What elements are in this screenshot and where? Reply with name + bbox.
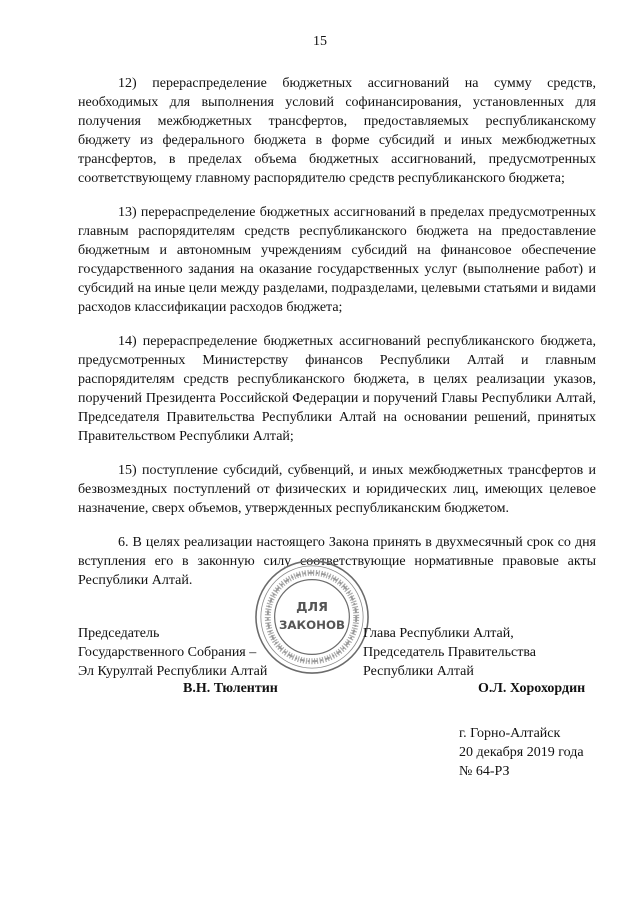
paragraph-item-14: 14) перераспределение бюджетных ассигнований республиканского бюджета, предусмотренных Министерству финансов Республики Алтай и главным распорядителям средств республиканского бюджета, в целях реализации указов, поручений Президента Российской Федерации и поручений Главы Республики Алтай, Председателя Правительства Республики Алтай на основании решений, принятых Правительством Республики Алтай; (78, 334, 596, 444)
paragraph-item-13: 13) перераспределение бюджетных ассигнований в пределах предусмотренных главным распорядителям средств республиканского бюджета на предоставление бюджетным и автономным учреждениям субсидий на финансовое обеспечение государственного задания на оказание государственных услуг (выполнение работ) и субсидий на иные цели между разделами, подразделами, целевыми статьями и видами расходов классификации расходов бюджета; (78, 205, 596, 315)
paragraph-article-6: 6. В целях реализации настоящего Закона принять в двухмесячный срок со дня вступления его в законную силу соответствующие нормативные правовые акты Республики Алтай. (78, 535, 596, 588)
paragraph-item-15: 15) поступление субсидий, субвенций, и иных межбюджетных трансфертов и безвозмездных поступлений от физических и юридических лиц, имеющих целевое назначение, сверх объемов, утвержденных республиканским бюджетом. (78, 463, 596, 516)
law-body-text (78, 74, 596, 605)
paragraph-item-12: 12) перераспределение бюджетных ассигнований на сумму средств, необходимых для выполнения условий софинансирования, установленных для получения межбюджетных трансфертов, предоставляемых республиканскому бюджету из федерального бюджета в форме субсидий и иных межбюджетных трансфертов, в пределах объема бюджетных ассигнований, предусмотренных соответствующему главному распорядителю средств республиканского бюджета; (78, 76, 596, 186)
place-city: г. Горно-Алтайск (459, 726, 561, 741)
left-signatory-title-line: Эл Курултай Республики Алтай (78, 664, 268, 679)
signature-block-right (363, 624, 603, 681)
left-signatory-title-line: Государственного Собрания – (78, 645, 257, 660)
stamp-text-line2: ЗАКОНОВ (278, 617, 346, 632)
right-signatory-name: О.Л. Хорохордин (478, 681, 586, 696)
law-date: 20 декабря 2019 года (459, 745, 584, 760)
law-number: № 64-РЗ (459, 764, 510, 779)
right-signatory-title-line: Глава Республики Алтай, (363, 626, 514, 641)
page-number: 15 (313, 34, 327, 49)
left-signatory-title-line: Председатель (78, 626, 160, 641)
right-signatory-title-line: Республики Алтай (363, 664, 474, 679)
left-signatory-name: В.Н. Тюлентин (183, 681, 278, 696)
right-signatory-title-line: Председатель Правительства (363, 645, 536, 660)
place-date-block (459, 724, 584, 781)
stamp-text-line1: ДЛЯ (296, 600, 328, 616)
signature-block-left (78, 624, 338, 681)
